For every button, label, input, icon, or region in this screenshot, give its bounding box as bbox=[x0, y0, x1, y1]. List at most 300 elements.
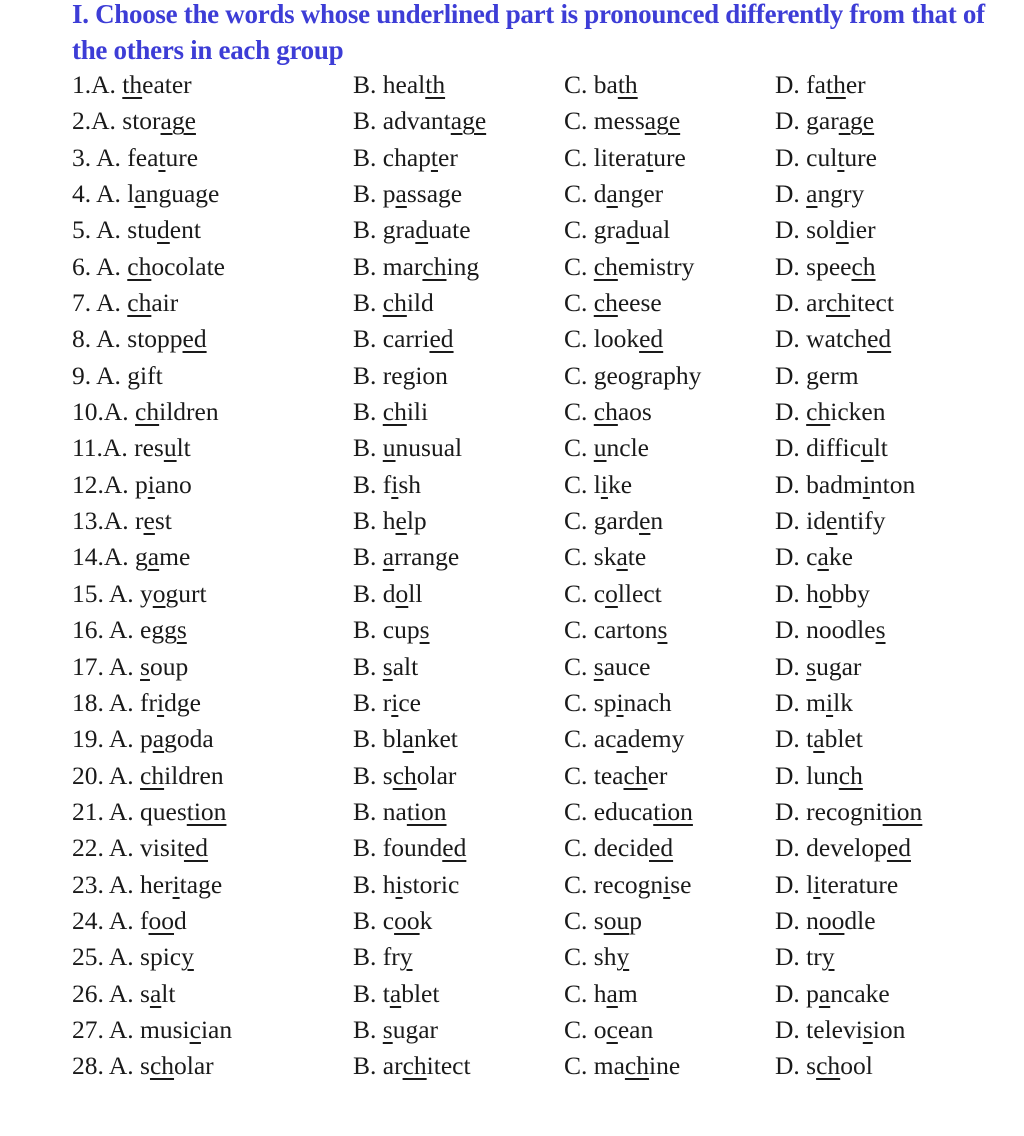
question-number: 18. A. bbox=[72, 687, 134, 717]
word-prefix: p bbox=[135, 469, 148, 499]
option-letter: C. bbox=[564, 70, 588, 99]
word-suffix: terature bbox=[820, 869, 899, 899]
word-prefix: fr bbox=[140, 687, 157, 717]
underlined-part: y bbox=[821, 942, 835, 972]
option-d bbox=[775, 467, 915, 503]
word-prefix: sk bbox=[593, 542, 617, 572]
option-b bbox=[353, 649, 418, 685]
question-row bbox=[72, 976, 1012, 1012]
underlined-part: s bbox=[419, 615, 430, 645]
underlined-part: ed bbox=[183, 833, 209, 863]
underlined-part: a bbox=[606, 978, 618, 1008]
word-prefix: ac bbox=[593, 724, 617, 754]
option-c bbox=[564, 321, 663, 357]
underlined-part: a bbox=[395, 179, 407, 209]
word-suffix: te bbox=[627, 542, 647, 572]
word-prefix: stu bbox=[127, 215, 158, 245]
option-d bbox=[775, 539, 853, 575]
word-prefix: l bbox=[127, 179, 135, 209]
question-number: 9. A. bbox=[72, 360, 121, 390]
underlined-part: s bbox=[875, 615, 886, 645]
option-c bbox=[564, 1012, 653, 1048]
question-number: 7. A. bbox=[72, 288, 121, 318]
question-number: 26. A. bbox=[72, 978, 134, 1008]
underlined-part: i bbox=[391, 687, 399, 717]
word-suffix: oup bbox=[149, 651, 189, 681]
underlined-part: tion bbox=[653, 796, 693, 826]
option-a bbox=[72, 430, 191, 466]
word-prefix: spee bbox=[806, 251, 852, 281]
option-letter: C. bbox=[564, 506, 588, 536]
underlined-part: th bbox=[122, 70, 143, 99]
question-number: 16. A. bbox=[72, 615, 134, 645]
option-a bbox=[72, 758, 224, 794]
word-suffix: st bbox=[154, 506, 172, 536]
option-d bbox=[775, 358, 859, 394]
word-prefix: ba bbox=[593, 70, 618, 99]
option-a bbox=[72, 976, 175, 1012]
word-suffix: demy bbox=[627, 724, 685, 754]
word-suffix: uate bbox=[428, 215, 471, 245]
option-letter: D. bbox=[775, 905, 800, 935]
underlined-part: s bbox=[382, 1014, 393, 1044]
option-b bbox=[353, 685, 421, 721]
option-c bbox=[564, 976, 638, 1012]
word-prefix: r bbox=[382, 687, 392, 717]
option-a bbox=[72, 539, 190, 575]
underlined-part: c bbox=[606, 1014, 618, 1044]
option-c bbox=[564, 649, 650, 685]
option-c bbox=[564, 576, 662, 612]
word-prefix: na bbox=[382, 796, 407, 826]
question-number: 15. A. bbox=[72, 578, 134, 608]
word-suffix: ian bbox=[200, 1014, 233, 1044]
question-number: 25. A. bbox=[72, 942, 134, 972]
word-suffix: nusual bbox=[395, 433, 463, 463]
question-row bbox=[72, 1012, 1012, 1048]
word-prefix: advant bbox=[382, 106, 451, 136]
option-c bbox=[564, 140, 686, 176]
underlined-part: i bbox=[395, 869, 403, 899]
word-suffix: alt bbox=[392, 651, 419, 681]
option-letter: D. bbox=[775, 288, 800, 318]
option-c bbox=[564, 1048, 680, 1084]
underlined-part: th bbox=[825, 70, 846, 99]
underlined-part: ch bbox=[624, 1051, 649, 1081]
option-c bbox=[564, 867, 692, 903]
underlined-part: ch bbox=[135, 397, 160, 427]
option-a bbox=[72, 140, 198, 176]
underlined-part: y bbox=[181, 942, 194, 972]
word-prefix: h bbox=[593, 978, 607, 1008]
question-row bbox=[72, 394, 1012, 430]
word-prefix: s bbox=[806, 1051, 817, 1081]
option-letter: B. bbox=[353, 142, 377, 172]
question-number: 20. A. bbox=[72, 760, 134, 790]
word-suffix: nton bbox=[869, 469, 916, 499]
option-b bbox=[353, 794, 447, 830]
underlined-part: a bbox=[606, 179, 618, 209]
option-d bbox=[775, 685, 853, 721]
word-suffix: gurt bbox=[165, 578, 207, 608]
option-a bbox=[72, 176, 219, 212]
option-letter: B. bbox=[353, 1051, 377, 1081]
word-suffix: sh bbox=[398, 469, 422, 499]
underlined-part: g bbox=[402, 360, 416, 390]
word-prefix: o bbox=[593, 1014, 607, 1044]
word-suffix: lp bbox=[406, 506, 427, 536]
word-prefix: stor bbox=[122, 106, 161, 136]
option-a bbox=[72, 394, 219, 430]
option-letter: C. bbox=[564, 978, 588, 1008]
option-letter: B. bbox=[353, 397, 377, 427]
underlined-part: s bbox=[140, 651, 150, 681]
underlined-part: ch bbox=[140, 760, 165, 790]
option-d bbox=[775, 1048, 873, 1084]
option-d bbox=[775, 939, 835, 975]
word-prefix: s bbox=[382, 760, 393, 790]
word-prefix: chap bbox=[382, 142, 431, 172]
word-prefix: sol bbox=[806, 215, 836, 245]
word-suffix: ncake bbox=[830, 978, 890, 1008]
underlined-part: ch bbox=[593, 397, 618, 427]
option-a bbox=[72, 1012, 232, 1048]
word-prefix: s bbox=[140, 1051, 150, 1081]
option-letter: B. bbox=[353, 978, 377, 1008]
underlined-part: y bbox=[616, 942, 630, 972]
word-prefix: p bbox=[806, 978, 819, 1008]
word-prefix: spic bbox=[140, 942, 182, 972]
option-c bbox=[564, 721, 684, 757]
word-prefix: egg bbox=[140, 615, 177, 645]
option-c bbox=[564, 176, 663, 212]
option-letter: D. bbox=[775, 70, 800, 99]
question-row bbox=[72, 103, 1012, 139]
option-a bbox=[72, 503, 172, 539]
word-prefix: t bbox=[806, 724, 814, 754]
option-letter: D. bbox=[775, 760, 800, 790]
option-letter: D. bbox=[775, 251, 800, 281]
option-letter: B. bbox=[353, 288, 377, 318]
option-d bbox=[775, 758, 863, 794]
underlined-part: ch bbox=[838, 760, 863, 790]
word-prefix: gar bbox=[806, 106, 839, 136]
question-row bbox=[72, 576, 1012, 612]
option-d bbox=[775, 67, 866, 103]
question-number: 3. A. bbox=[72, 142, 121, 172]
option-letter: D. bbox=[775, 360, 800, 390]
exercise-title: I. Choose the words whose underlined part is pronounced differently from that of the others in each group bbox=[72, 0, 985, 65]
underlined-part: i bbox=[862, 469, 870, 499]
word-prefix: carton bbox=[593, 615, 658, 645]
word-prefix: gra bbox=[593, 215, 627, 245]
underlined-part: d bbox=[835, 215, 849, 245]
word-suffix: itect bbox=[850, 288, 894, 318]
option-letter: B. bbox=[353, 179, 377, 209]
question-row bbox=[72, 503, 1012, 539]
word-prefix: watch bbox=[806, 324, 868, 354]
word-prefix: gard bbox=[593, 506, 640, 536]
word-suffix: olar bbox=[174, 1051, 214, 1081]
option-a bbox=[72, 794, 226, 830]
question-row bbox=[72, 867, 1012, 903]
underlined-part: t bbox=[837, 142, 845, 172]
question-number: 17. A. bbox=[72, 651, 134, 681]
underlined-part: d bbox=[157, 215, 170, 245]
option-letter: D. bbox=[775, 506, 800, 536]
word-prefix: decid bbox=[593, 833, 649, 863]
question-number: 27. A. bbox=[72, 1014, 134, 1044]
underlined-part: age bbox=[450, 106, 487, 136]
underlined-part: o bbox=[152, 578, 166, 608]
option-letter: D. bbox=[775, 106, 800, 136]
question-row bbox=[72, 249, 1012, 285]
word-suffix: ildren bbox=[164, 760, 224, 790]
option-b bbox=[353, 939, 413, 975]
word-suffix: air bbox=[151, 288, 179, 318]
option-c bbox=[564, 467, 632, 503]
word-suffix: blet bbox=[824, 724, 863, 754]
question-row bbox=[72, 758, 1012, 794]
option-b bbox=[353, 140, 458, 176]
question-number: 23. A. bbox=[72, 869, 134, 899]
option-letter: C. bbox=[564, 215, 588, 245]
word-suffix: ent bbox=[169, 215, 201, 245]
underlined-part: ch bbox=[392, 760, 417, 790]
word-prefix: ques bbox=[140, 796, 187, 826]
word-suffix: ier bbox=[848, 215, 876, 245]
underlined-part: s bbox=[593, 651, 604, 681]
option-letter: D. bbox=[775, 578, 800, 608]
word-prefix: mess bbox=[593, 106, 645, 136]
option-letter: D. bbox=[775, 833, 800, 863]
option-d bbox=[775, 721, 863, 757]
option-b bbox=[353, 758, 456, 794]
option-b bbox=[353, 721, 458, 757]
option-letter: B. bbox=[353, 833, 377, 863]
word-prefix: mar bbox=[382, 251, 423, 281]
option-letter: B. bbox=[353, 869, 377, 899]
option-d bbox=[775, 612, 886, 648]
underlined-part: a bbox=[813, 724, 825, 754]
question-number: 24. A. bbox=[72, 905, 134, 935]
word-suffix: eography bbox=[606, 360, 702, 390]
word-prefix: c bbox=[593, 578, 606, 608]
option-letter: C. bbox=[564, 796, 588, 826]
word-suffix: ure bbox=[165, 142, 199, 172]
underlined-part: ch bbox=[851, 251, 876, 281]
word-prefix: sp bbox=[593, 687, 617, 717]
underlined-part: age bbox=[644, 106, 681, 136]
underlined-part: a bbox=[806, 179, 818, 209]
word-prefix: l bbox=[806, 869, 814, 899]
option-letter: D. bbox=[775, 179, 800, 209]
option-d bbox=[775, 321, 891, 357]
word-prefix: musi bbox=[140, 1014, 190, 1044]
question-list bbox=[72, 67, 1012, 1085]
underlined-part: ed bbox=[182, 324, 207, 354]
option-d bbox=[775, 576, 870, 612]
word-suffix: olar bbox=[416, 760, 457, 790]
underlined-part: oo bbox=[394, 905, 420, 935]
option-c bbox=[564, 67, 638, 103]
option-d bbox=[775, 976, 890, 1012]
option-c bbox=[564, 503, 663, 539]
word-suffix: ift bbox=[140, 360, 163, 390]
option-b bbox=[353, 576, 422, 612]
option-d bbox=[775, 867, 898, 903]
word-suffix: k bbox=[419, 905, 433, 935]
option-b bbox=[353, 503, 427, 539]
word-suffix: ion bbox=[872, 1014, 906, 1044]
underlined-part: ed bbox=[649, 833, 674, 863]
option-letter: B. bbox=[353, 542, 377, 572]
word-prefix: found bbox=[382, 833, 443, 863]
word-suffix: emistry bbox=[617, 251, 695, 281]
question-number: 11.A. bbox=[72, 433, 128, 463]
underlined-part: ch bbox=[593, 251, 618, 281]
question-number: 8. A. bbox=[72, 324, 121, 354]
word-prefix: fea bbox=[127, 142, 159, 172]
word-prefix: visit bbox=[140, 833, 184, 863]
word-suffix: lt bbox=[161, 978, 176, 1008]
option-letter: C. bbox=[564, 615, 588, 645]
word-suffix: storic bbox=[402, 869, 460, 899]
underlined-part: o bbox=[395, 578, 409, 608]
option-letter: C. bbox=[564, 469, 588, 499]
option-b bbox=[353, 249, 479, 285]
question-row bbox=[72, 285, 1012, 321]
word-suffix: lt bbox=[873, 433, 888, 463]
word-suffix: llect bbox=[617, 578, 662, 608]
underlined-part: ch bbox=[127, 288, 152, 318]
word-prefix: diffic bbox=[806, 433, 861, 463]
question-number: 12.A. bbox=[72, 469, 129, 499]
option-letter: D. bbox=[775, 469, 800, 499]
word-prefix: televi bbox=[806, 1014, 863, 1044]
word-prefix: s bbox=[140, 978, 150, 1008]
question-number: 5. A. bbox=[72, 215, 121, 245]
option-letter: B. bbox=[353, 506, 377, 536]
option-letter: B. bbox=[353, 578, 377, 608]
option-a bbox=[72, 103, 196, 139]
option-a bbox=[72, 1048, 214, 1084]
underlined-part: t bbox=[158, 142, 166, 172]
underlined-part: u bbox=[860, 433, 874, 463]
word-suffix: d bbox=[174, 905, 187, 935]
word-prefix: fr bbox=[382, 942, 400, 972]
word-suffix: rrange bbox=[394, 542, 460, 572]
underlined-part: th bbox=[425, 70, 446, 99]
option-b bbox=[353, 358, 448, 394]
underlined-part: i bbox=[616, 687, 624, 717]
underlined-part: tion bbox=[882, 796, 923, 826]
word-suffix: ke bbox=[828, 542, 853, 572]
underlined-part: age bbox=[160, 106, 196, 136]
option-letter: D. bbox=[775, 796, 800, 826]
question-row bbox=[72, 721, 1012, 757]
underlined-part: a bbox=[402, 724, 414, 754]
underlined-part: y bbox=[399, 942, 413, 972]
option-letter: B. bbox=[353, 724, 377, 754]
underlined-part: ch bbox=[825, 288, 851, 318]
word-suffix: goda bbox=[164, 724, 214, 754]
word-prefix: gra bbox=[382, 215, 416, 245]
word-prefix: t bbox=[382, 978, 390, 1008]
word-prefix: tea bbox=[593, 760, 624, 790]
word-prefix: res bbox=[134, 433, 164, 463]
word-suffix: aos bbox=[617, 397, 652, 427]
option-letter: C. bbox=[564, 106, 588, 136]
option-b bbox=[353, 830, 466, 866]
word-suffix: lk bbox=[833, 687, 853, 717]
option-b bbox=[353, 285, 434, 321]
underlined-part: g bbox=[806, 360, 819, 390]
word-prefix: h bbox=[382, 869, 396, 899]
underlined-part: th bbox=[617, 70, 638, 99]
underlined-part: u bbox=[593, 433, 607, 463]
question-row bbox=[72, 539, 1012, 575]
word-prefix: lun bbox=[806, 760, 839, 790]
underlined-part: a bbox=[616, 724, 628, 754]
word-suffix: ssage bbox=[406, 179, 463, 209]
option-letter: B. bbox=[353, 687, 377, 717]
underlined-part: u bbox=[382, 433, 396, 463]
option-c bbox=[564, 285, 662, 321]
question-row bbox=[72, 649, 1012, 685]
word-prefix: bl bbox=[382, 724, 403, 754]
option-c bbox=[564, 358, 701, 394]
word-prefix: recogn bbox=[593, 869, 664, 899]
option-letter: C. bbox=[564, 542, 588, 572]
word-suffix: dle bbox=[844, 905, 876, 935]
option-d bbox=[775, 394, 885, 430]
word-suffix: me bbox=[159, 542, 191, 572]
word-prefix: p bbox=[382, 179, 396, 209]
underlined-part: e bbox=[639, 506, 651, 536]
word-suffix: er bbox=[438, 142, 458, 172]
underlined-part: ch bbox=[806, 397, 831, 427]
option-d bbox=[775, 503, 886, 539]
word-suffix: erm bbox=[818, 360, 859, 390]
underlined-part: i bbox=[172, 869, 180, 899]
word-suffix: ure bbox=[653, 142, 686, 172]
underlined-part: i bbox=[157, 687, 165, 717]
option-letter: C. bbox=[564, 687, 588, 717]
word-prefix: y bbox=[140, 578, 153, 608]
option-letter: D. bbox=[775, 542, 800, 572]
option-letter: D. bbox=[775, 869, 800, 899]
underlined-part: e bbox=[143, 506, 155, 536]
question-row bbox=[72, 467, 1012, 503]
word-prefix: litera bbox=[593, 142, 647, 172]
underlined-part: oo bbox=[148, 905, 175, 935]
word-suffix: ili bbox=[406, 397, 429, 427]
word-suffix: ure bbox=[844, 142, 877, 172]
option-b bbox=[353, 1012, 438, 1048]
word-prefix: recogni bbox=[806, 796, 883, 826]
underlined-part: oo bbox=[818, 905, 845, 935]
option-letter: D. bbox=[775, 433, 800, 463]
option-b bbox=[353, 321, 454, 357]
underlined-part: s bbox=[382, 651, 393, 681]
word-suffix: ine bbox=[649, 1051, 681, 1081]
underlined-part: i bbox=[826, 687, 834, 717]
option-c bbox=[564, 685, 672, 721]
underlined-part: ch bbox=[382, 397, 407, 427]
option-letter: B. bbox=[353, 1014, 377, 1044]
word-prefix: h bbox=[806, 578, 819, 608]
